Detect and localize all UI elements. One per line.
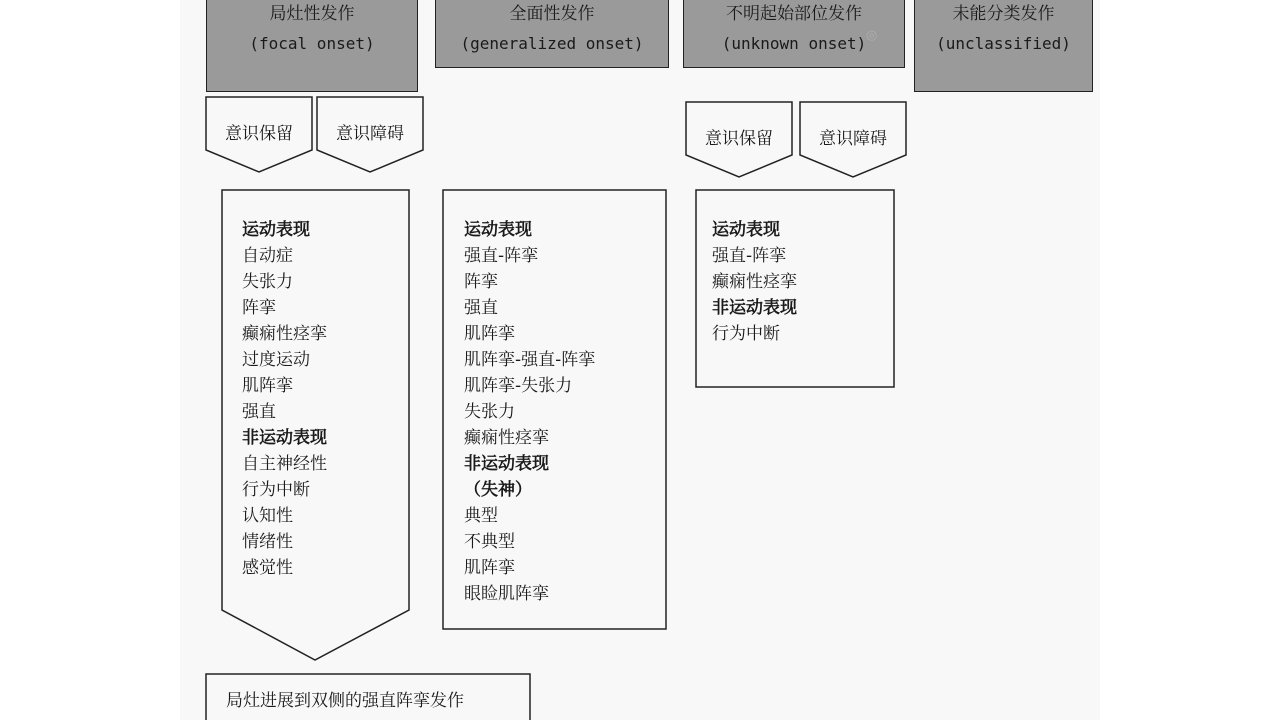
list-item: 认知性 [242,506,293,526]
unknown-feature-list [712,217,797,347]
watermark-logo: ◎ [866,28,878,43]
list-item: 强直-阵挛 [464,246,539,266]
list-item: 肌阵挛 [464,558,515,578]
list-item: 肌阵挛 [464,324,515,344]
list-item: 过度运动 [242,350,310,370]
list-item: 情绪性 [242,532,293,552]
unknown-impaired-label: 意识障碍 [819,129,887,149]
list-item: 强直 [242,402,276,422]
generalized-feature-list [464,217,595,607]
list-item: 自动症 [242,246,293,266]
list-item: 感觉性 [242,558,293,578]
list-item: （失神） [464,480,532,500]
list-item: 运动表现 [464,220,532,240]
list-item: 运动表现 [712,220,780,240]
list-item: 强直-阵挛 [712,246,787,266]
header-focal-zh: 局灶性发作 [269,4,355,24]
list-item: 眼睑肌阵挛 [464,584,549,604]
header-generalized-zh: 全面性发作 [509,4,595,24]
list-item: 不典型 [464,532,515,552]
list-item: 肌阵挛 [242,376,293,396]
focal-impaired-label: 意识障碍 [336,124,404,144]
list-item: 失张力 [464,402,515,422]
list-item: 癫痫性痉挛 [242,324,327,344]
list-item: 癫痫性痉挛 [464,428,549,448]
list-item: 阵挛 [464,272,498,292]
list-item: 非运动表现 [712,298,797,318]
list-item: 癫痫性痉挛 [712,272,797,292]
list-item: 典型 [464,506,498,526]
focal-to-bilateral-label: 局灶进展到双侧的强直阵挛发作 [226,691,464,711]
focal-aware-label: 意识保留 [225,124,293,144]
unknown-aware-label: 意识保留 [705,129,773,149]
header-unclassified-en: (unclassified) [936,34,1071,53]
list-item: 自主神经性 [242,454,327,474]
header-unknown-en: (unknown onset) [721,34,867,53]
list-item: 行为中断 [242,480,310,500]
list-item: 肌阵挛-强直-阵挛 [464,350,596,370]
list-item: 阵挛 [242,298,276,318]
header-focal-en: (focal onset) [249,34,375,53]
list-item: 强直 [464,298,498,318]
focal-feature-list [242,217,327,581]
list-item: 非运动表现 [464,454,549,474]
header-unknown-zh: 不明起始部位发作 [726,4,862,24]
header-unclassified [914,0,1093,92]
header-generalized-onset [435,0,669,68]
list-item: 失张力 [242,272,293,292]
list-item: 行为中断 [712,324,780,344]
header-unclassified-zh: 未能分类发作 [952,4,1055,24]
list-item: 运动表现 [242,220,310,240]
header-generalized-en: (generalized onset) [460,34,644,53]
list-item: 非运动表现 [242,428,327,448]
header-focal-onset [206,0,418,92]
list-item: 肌阵挛-失张力 [464,376,573,396]
